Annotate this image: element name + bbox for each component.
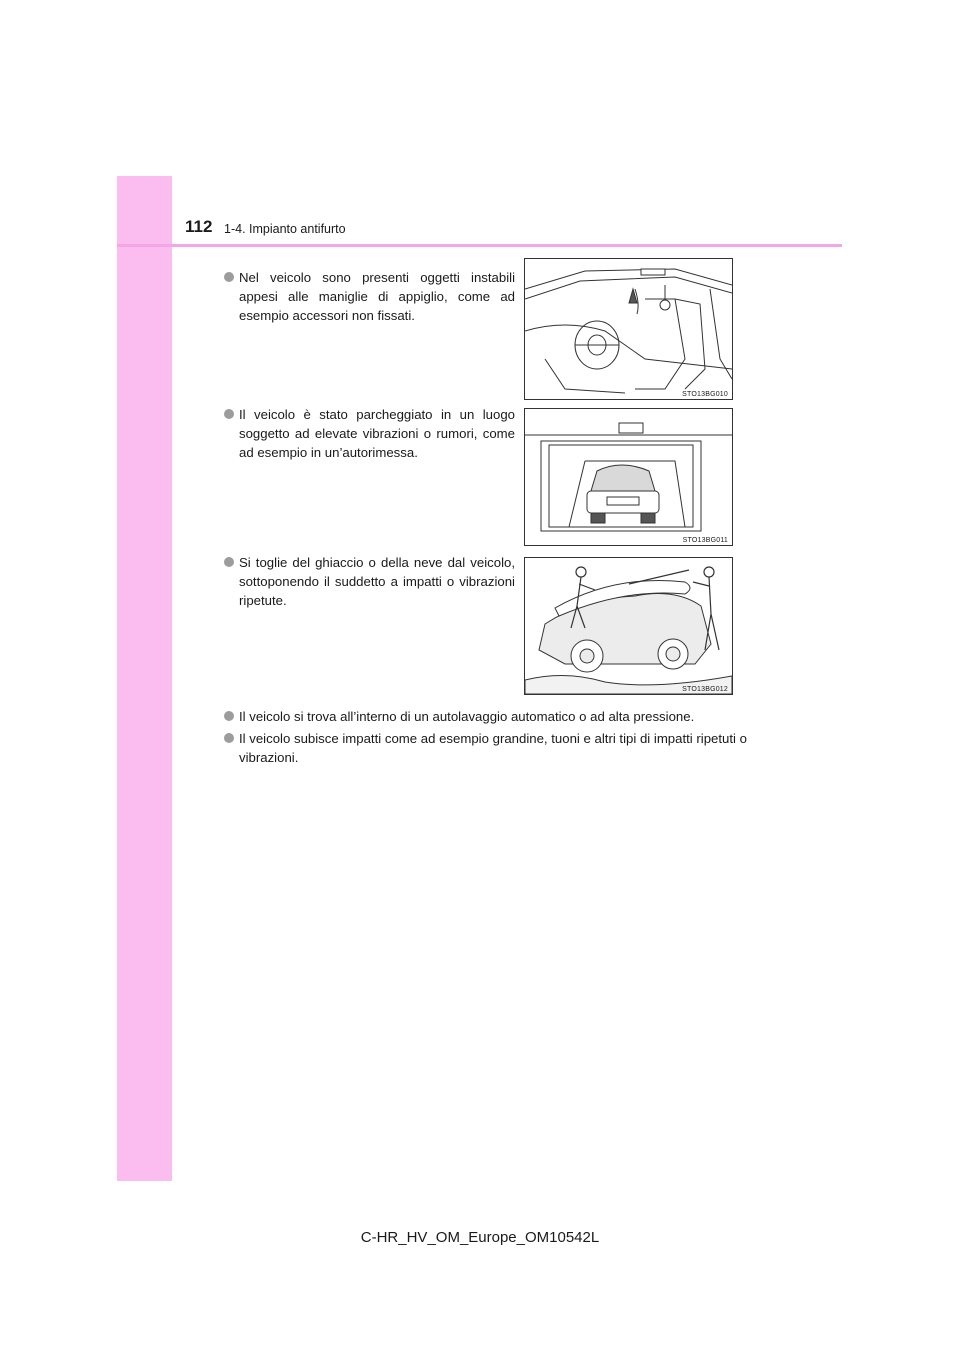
garage-illustration (525, 409, 732, 545)
bullet-dot-icon (224, 733, 234, 743)
figure-code: STO13BG010 (682, 391, 728, 398)
bullet-dot-icon (224, 272, 234, 282)
bullet-dot-icon (224, 409, 234, 419)
bullet-text: Il veicolo è stato parcheggiato in un luogo soggetto ad elevate vibrazioni o rumori, come ad esempio in un’autorimessa. (239, 407, 515, 460)
footer-doc-code: C-HR_HV_OM_Europe_OM10542L (360, 1229, 600, 1246)
bullet-dot-icon (224, 711, 234, 721)
figure-code: STO13BG012 (682, 686, 728, 693)
section-side-bar (117, 176, 172, 1181)
bullet-item (224, 729, 754, 767)
figure-garage (524, 408, 733, 546)
figure-snow-removal (524, 557, 733, 695)
header-rule (117, 244, 842, 247)
bullet-text: Si toglie del ghiaccio o della neve dal veicolo, sottoponendo il suddetto a impatti o vibrazioni ripetute. (239, 555, 515, 608)
bullet-item (224, 405, 515, 462)
bullet-text: Il veicolo si trova all’interno di un autolavaggio automatico o ad alta pressione. (239, 709, 695, 724)
bullet-text: Il veicolo subisce impatti come ad esempio grandine, tuoni e altri tipi di impatti ripetuti o vibrazioni. (239, 731, 747, 765)
bullet-dot-icon (224, 557, 234, 567)
car-interior-illustration (525, 259, 732, 399)
snow-removal-illustration (525, 558, 732, 694)
bullet-item (224, 553, 515, 610)
figure-code: STO13BG011 (682, 537, 728, 544)
section-title: 1-4. Impianto antifurto (224, 222, 346, 236)
bullet-item (224, 268, 515, 325)
page-number: 112 (185, 217, 213, 236)
bullet-item (224, 707, 754, 726)
figure-car-interior (524, 258, 733, 400)
bullet-text: Nel veicolo sono presenti oggetti instabili appesi alle maniglie di appiglio, come ad esempio accessori non fissati. (239, 270, 515, 323)
